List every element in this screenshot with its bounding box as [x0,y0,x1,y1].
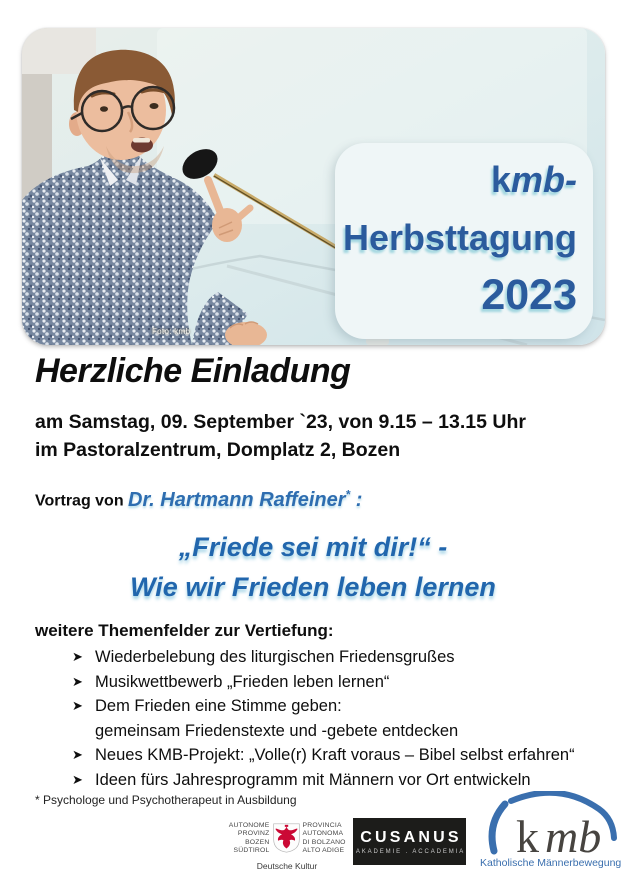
topic-item: ➤ Dem Frieden eine Stimme geben: gemeinsam Friedenstexte und -gebete entdecken [72,694,601,743]
lecture-line [35,487,362,512]
page-title: Herzliche Einladung [35,352,351,390]
lecture-prefix: Vortrag von [35,492,129,510]
event-date: am Samstag, 09. September `23, von 9.15 – 13.15 Uhr [35,411,526,433]
topics-list [35,645,601,792]
title-panel [335,143,593,339]
arrow-bullet-icon: ➤ [72,747,83,762]
cusanus-name: CUSANUS [360,828,462,846]
topic-item: ➤ Ideen fürs Jahresprogramm mit Männern vor Ort entwickeln [72,768,601,793]
kmb-letters-mb: mb [545,811,602,862]
arrow-bullet-icon: ➤ [72,698,83,713]
title-line-year: 2023 [481,271,577,319]
title-line-herbsttagung: Herbsttagung [343,217,577,258]
province-text-italian: PROVINCIA AUTONOMA DI BOLZANO ALTO ADIGE [302,822,346,854]
speaker-name: Dr. Hartmann Raffeiner* : [128,487,363,511]
kmb-swoosh-left-icon [492,804,505,851]
kmb-subtitle: Katholische Männerbewegung [480,857,622,869]
province-text-german: AUTONOME PROVINZ BOZEN SÜDTIROL [228,822,270,854]
topics-section [35,621,601,792]
title-line-kmb: kmb- [490,159,577,200]
event-details [35,408,526,464]
footnote-mark: * [345,487,351,501]
kmb-letter-k: k [516,811,539,862]
topics-heading: weitere Themenfelder zur Vertiefung: [35,621,334,640]
lecture-title [0,527,626,607]
province-department: Deutsche Kultur [256,861,318,871]
province-logo [224,820,350,871]
cusanus-subtitle: AKADEMIE . ACCADEMIA [355,848,466,855]
tyrol-eagle-icon [273,820,300,856]
lecture-title-line-2: Wie wir Frieden leben lernen [130,572,496,602]
hero-photo-card [22,28,605,345]
kmb-logo [477,791,626,873]
topic-item: ➤ Neues KMB-Projekt: „Volle(r) Kraft voraus – Bibel selbst erfahren“ [72,743,601,768]
topic-item: ➤ Wiederbelebung des liturgischen Friedensgrußes [72,645,601,670]
footnote: * Psychologe und Psychotherapeut in Ausbildung [35,793,297,807]
event-location: im Pastoralzentrum, Domplatz 2, Bozen [35,439,401,461]
cusanus-logo [353,818,466,865]
arrow-bullet-icon: ➤ [72,673,83,689]
photo-credit: Foto: kmb [152,327,191,336]
lecture-title-line-1: „Friede sei mit dir!“ - [178,532,448,562]
topic-item: ➤ Musikwettbewerb „Frieden leben lernen“ [72,670,601,695]
arrow-bullet-icon: ➤ [72,649,83,664]
arrow-bullet-icon: ➤ [72,771,83,787]
